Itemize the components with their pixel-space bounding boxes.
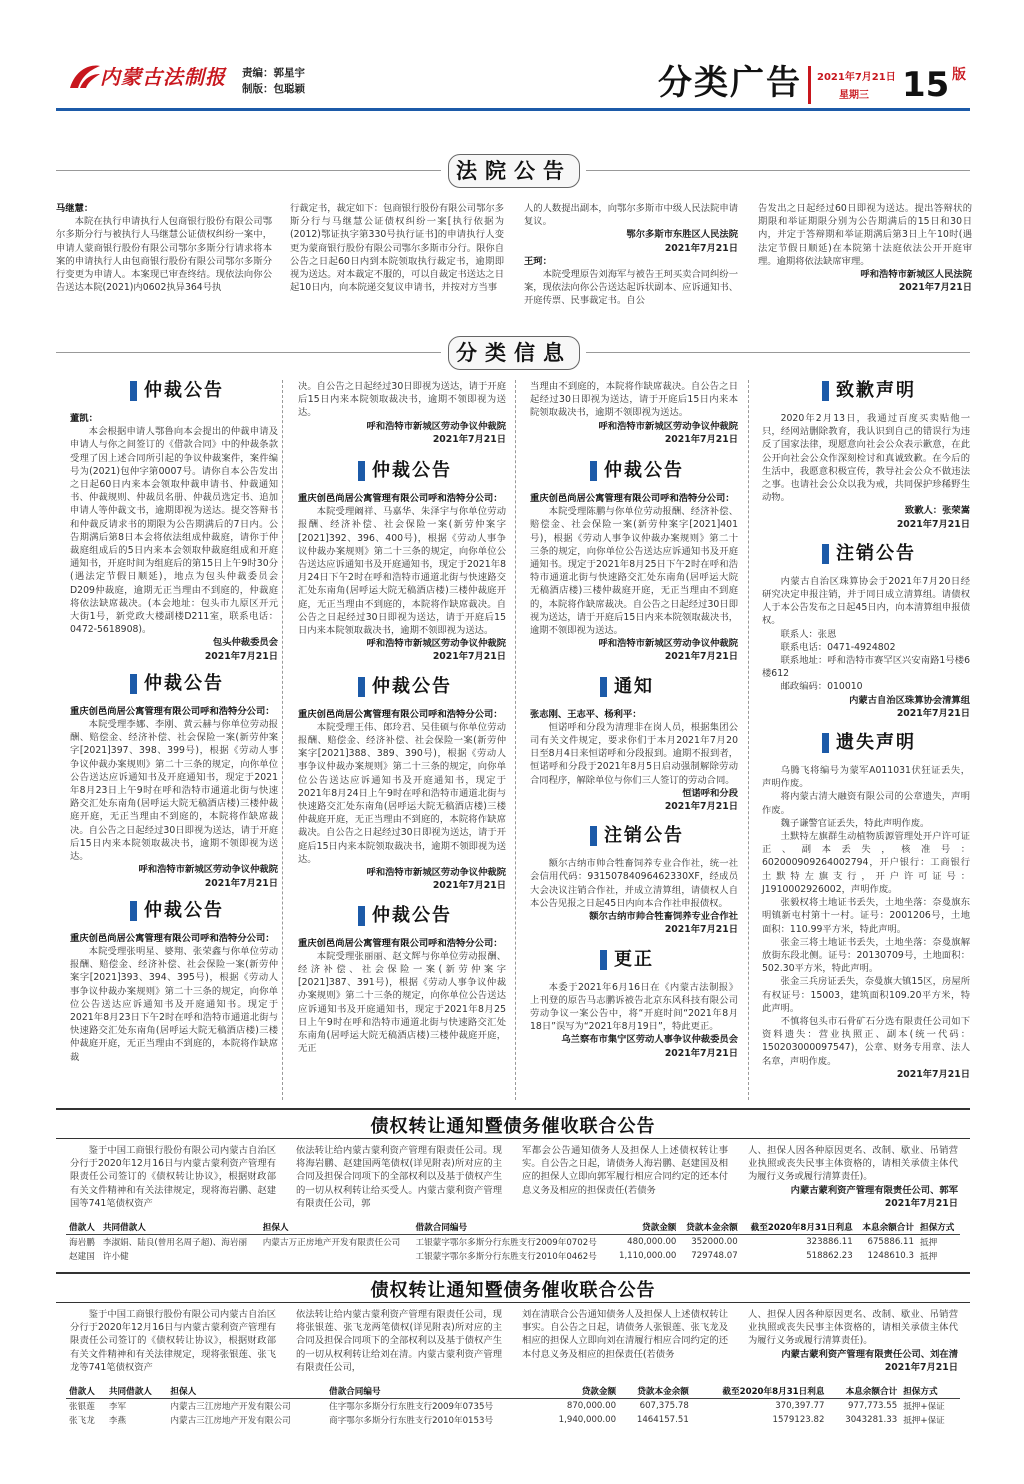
court-notice-body-cont: 告发出之日起经过60日即视为送达。提出答辩状的期限和举证期限分别为公告期满后的15日和30日内，并定于答辩期和举证期满后第3日上午10时(遇法定节假日顺延)在本院第十法庭依法公开开庭审理。逾期将依法缺席审理。	[758, 203, 972, 267]
debt-notice-body: 人、担保人因各种原因更名、改制、歇业、吊销营业执照或丧失民事主体资格的，请相关承债主体代为履行义务或履行清算责任)。	[748, 1309, 958, 1347]
header-bar-icon	[822, 381, 829, 401]
court-notice-body-cont: 行裁定书，裁定如下：包商银行股份有限公司鄂尔多斯分行与马继慧公证债权纠纷一案[执行依据为(2012)鄂证执字第330号执行证书]的申请执行人变更为蒙商银行股份有限公司鄂尔多斯市分行。限你自公告之日起60日内到本院领取执行裁定书，逾期即视为送达。对本裁定不服的，可以自裁定书送达之日起10日内，向本院递交复议申请书，并按对方当事	[290, 203, 504, 294]
header-bar-icon	[358, 906, 365, 926]
notice-signature: 呼和浩特市新城区劳动争议仲裁院	[598, 420, 738, 432]
notice-date: 2021年7月21日	[664, 651, 738, 663]
notice-signature: 包头仲裁委员会	[212, 637, 278, 649]
notice-body: 本院受理王伟、郎玲君、吴佳硕与你单位劳动报酬、赔偿金、经济补偿、社会保险一案(新劳仲案字[2021]388、389、390号)，根据《劳动人事争议仲裁办案规则》第二十三条的规定，向你单位公告送达应诉通知书及开庭通知书，现定于2021年8月24日上午9时在呼和浩特市通道北街与快速路交汇处东南角(居呼运大院无稿酒店楼)三楼仲裁庭开庭，无正当理由不到庭的，本院将作缺席裁决。自公告之日起经过30日即视为送达，请于开庭后15日内来本院领取裁决书，逾期不领即视为送达。	[298, 721, 506, 865]
notice-date: 2021年7月21日	[664, 1047, 738, 1059]
debt-notice-body: 依法转让给内蒙古蒙利资产管理有限责任公司。现将海岩鹏、赵建国两笔债权(详见附表)所对应的主合同及担保合同项下的全部权利以及基于债权产生的一切从权利转让给买受人。内蒙古蒙利资产管理有限责任公司，郭	[296, 1145, 502, 1209]
court-notice-addressee: 王珂：	[524, 255, 552, 267]
notice-signature: 呼和浩特市新城区劳动争议仲裁院	[366, 420, 506, 432]
notice-addressee: 重庆创邑尚居公寓管理有限公司呼和浩特分公司：	[298, 493, 503, 505]
table-row: 张银莲 李军 内蒙古三江房地产开发有限公司 住字鄂尔多斯分行东胜支行2009年0735号 870,000.00 607,375.78 370,397.77 977,773.55 抵押+保证	[69, 1401, 945, 1412]
header-bar-icon	[130, 901, 137, 921]
notice-date: 2021年7月21日	[432, 880, 506, 892]
lost-item-line: 张毅权将土地证书丢失，土地坐落：奈曼旗东明镇新屯村第十一村。证号：2001206号，土地面积：110.99平方米，特此声明。	[762, 897, 970, 935]
section-header: 仲裁公告	[358, 903, 508, 937]
notice-addressee: 重庆创邑尚居公寓管理有限公司呼和浩特分公司：	[530, 493, 735, 505]
notice-date: 2021年7月21日	[896, 518, 970, 530]
notice-signature: 额尔古纳市帅合牲畜饲养专业合作社	[589, 911, 738, 923]
debt-notice-signature: 内蒙古蒙利资产管理有限责任公司、郭军	[790, 1184, 958, 1196]
debt-notice-body: 依法转让给内蒙古蒙利资产管理有限责任公司，现将张银莲、张飞龙两笔债权(详见附表)所对应的主合同及担保合同项下的全部权利以及基于债权产生的一切从权利转让给刘在清。内蒙古蒙利资产管理有限责任公司，	[296, 1309, 502, 1373]
section-header: 注销公告	[822, 541, 972, 575]
logo-swoosh-icon	[66, 62, 102, 92]
classified-col1	[70, 378, 278, 1064]
notice-date: 2021年7月21日	[896, 707, 970, 719]
contact-line: 联系人：张恩	[780, 628, 837, 640]
notice-signature: 内蒙古自治区珠算协会清算组	[849, 694, 970, 706]
debt-notice-body: 鉴于中国工商银行股份有限公司内蒙古自治区分行于2020年12月16日与内蒙古蒙利资产管理有限责任公司签订的《债权转让协议》，根据财政部有关文件精神和有关法律规定，现将海岩鹏、赵建国等741笔债权资产	[70, 1145, 276, 1209]
court-notice-body-cont: 人的人数提出副本，向鄂尔多斯市中级人民法院申请复议。	[524, 203, 738, 228]
notice-addressee: 重庆创邑尚居公寓管理有限公司呼和浩特分公司：	[70, 932, 275, 944]
table-row: 海岩鹏 李淑娟、陆良(曾用名周子超)、海岩丽 内蒙古万正房地产开发有限责任公司 工银蒙字鄂尔多斯分行东胜支行2009年0702号 480,000.00 352000.00 323886.11 675886.11 抵押	[69, 1237, 938, 1248]
debt-notice-body: 人、担保人因各种原因更名、改制、歇业、吊销营业执照或丧失民事主体资格的，请相关承债主体代为履行义务或履行清算责任)。	[748, 1145, 958, 1183]
court-notice-addressee: 马继慧：	[56, 203, 94, 214]
notice-body: 本院受理李娜、李刚、黄云赫与你单位劳动报酬、赔偿金、经济补偿、社会保险一案(新劳仲案字[2021]397、398、399号)，根据《劳动人事争议仲裁办案规则》第二十三条的规定，向你单位公告送达应诉通知书及开庭通知书，现定于2021年8月23日上午9时在呼和浩特市通道北街与快速路交汇处东南角(居呼运大院无稿酒店楼)三楼仲裁庭开庭，无正当理由不到庭的，本院将作缺席裁决。自公告之日起经过30日即视为送达，请于开庭后15日内来本院领取裁决书，逾期不领即视为送达。	[70, 719, 278, 863]
header-bar-icon	[590, 461, 597, 481]
table-header-row: 借款人 共同借款人 担保人 借款合同编号 贷款金额 贷款本金余额 截至2020年8月31日利息 本息余额合计 担保方式	[66, 1220, 960, 1235]
notice-signature: 呼和浩特市新城区劳动争议仲裁院	[366, 867, 506, 879]
section-header: 致歉声明	[822, 378, 972, 412]
classified-col3	[530, 380, 738, 1060]
notice-addressee: 张志刚、王志平、杨利平：	[530, 708, 642, 720]
classified-col2	[298, 380, 506, 1055]
notice-body: 额尔古纳市帅合牲畜饲养专业合作社，统一社会信用代码：93150784096462330XF，经成员大会决议注销合作社，并成立清算组，请债权人自本公告见报之日起45日内向本合作社申报债权。	[530, 858, 738, 909]
notice-body: 本院受理张明星、婆翔、张荣鑫与你单位劳动报酬、赔偿金、经济补偿、社会保险一案(新劳仲案字[2021]393、394、395号)，根据《劳动人事争议仲裁办案规则》第二十三条的规定，向你单位公告送达应诉通知书及开庭通知书。现定于2021年8月23日下午2时在呼和浩特市通道北街与快速路交汇处东南角(居呼运大院无稿酒店楼)三楼仲裁庭开庭，无正当理由不到庭的，本院将作缺席裁	[70, 945, 278, 1063]
court-notice-col2	[290, 202, 504, 294]
section-header: 仲裁公告	[130, 378, 280, 412]
lost-item-line: 土默特左旗群生动植物质源管理处开户许可证正、副本丢失，核准号：602000909264002794，开户银行：工商银行土默特左旗支行，开户许可证号：J1910002926002，声明作废。	[762, 831, 970, 895]
court-notice-signature: 鄂尔多斯市东胜区人民法院	[626, 229, 738, 241]
court-notice-date: 2021年7月21日	[898, 282, 972, 294]
court-notice-body: 本院在执行申请执行人包商银行股份有限公司鄂尔多斯分行与被执行人马继慧公证债权纠纷一案中，申请人蒙商银行股份有限公司鄂尔多斯分行请求将本案的申请执行人由包商银行股份有限公司鄂尔多斯分行变更为申请人。本案现已审查终结。现依法向你公告送达本院(2021)内0602执异364号执	[56, 216, 272, 294]
notice-body-cont: 当理由不到庭的，本院将作缺席裁决。自公告之日起经过30日即视为送达，请于开庭后15日内来本院领取裁决书，逾期不领即视为送达。	[530, 381, 738, 419]
lost-item-line: 将内蒙古清大融资有限公司的公章遗失，声明作废。	[762, 791, 970, 816]
notice-date: 2021年7月21日	[432, 433, 506, 445]
notice-body: 本院受理张丽丽、赵文辉与你单位劳动报酬、经济补偿、社会保险一案(新劳仲案字[2021]387、391号)，根据《劳动人事争议仲裁办案规则》第二十三条的规定，向你单位公告送达应诉通知书及开庭通知书，现定于2021年8月25日上午9时在呼和浩特市通道北街与快速路交汇处东南角(居呼运大院无稿酒店楼)三楼仲裁庭开庭，无正	[298, 950, 506, 1055]
producer-credit: 制版：包聪颖	[242, 83, 305, 95]
notice-signature: 恒诺呼和分段	[682, 787, 738, 799]
debt-notice-signature: 内蒙古蒙利资产管理有限责任公司、刘在清	[781, 1348, 958, 1360]
section-header: 遗失声明	[822, 730, 972, 764]
debt-notice-title: 债权转让通知暨债务催收联合公告	[370, 1280, 656, 1301]
table-header-row: 借款人 共同借款人 担保人 借款合同编号 贷款金额 贷款本金余额 截至2020年8月31日利息 本息余额合计 担保方式	[66, 1384, 960, 1399]
court-banner-label: 法院公告	[448, 154, 580, 188]
court-notice-col4	[758, 202, 972, 294]
notice-date: 2021年7月21日	[204, 877, 278, 889]
table-row: 赵建国 许小健 工银蒙字鄂尔多斯分行东胜支行2010年0462号 1,110,000.00 729748.07 518862.23 1248610.3 抵押	[69, 1251, 938, 1262]
notice-date: 2021年7月21日	[664, 924, 738, 936]
notice-addressee: 重庆创邑尚居公寓管理有限公司呼和浩特分公司：	[298, 708, 503, 720]
column-divider	[515, 380, 516, 1100]
section-header: 更正	[600, 947, 720, 981]
debt-notice-title: 债权转让通知暨债务催收联合公告	[370, 1116, 656, 1137]
classified-banner-label: 分类信息	[448, 336, 580, 370]
court-notice-date: 2021年7月21日	[664, 242, 738, 254]
header-bar-icon	[600, 950, 607, 970]
notice-date: 2021年7月21日	[204, 650, 278, 662]
classified-col4	[762, 378, 970, 1081]
notice-signature: 呼和浩特市新城区劳动争议仲裁院	[138, 864, 278, 876]
notice-date: 2021年7月21日	[664, 433, 738, 445]
debt-notice-date: 2021年7月21日	[884, 1361, 958, 1373]
header-bar-icon	[130, 674, 137, 694]
notice-signature: 致歉人：张荣嵩	[904, 505, 970, 517]
notice-body: 本院受理阚祥、马嘉华、朱泽宇与你单位劳动报酬、经济补偿、社会保险一案(新劳仲案字[2021]392、396、400号)，根据《劳动人事争议仲裁办案规则》第二十三条的规定，向你单位公告送达应诉通知书及开庭通知书，现定于2021年8月24日下午2时在呼和浩特市通道北街与快速路交汇处东南角(居呼运大院无稿酒店楼)三楼仲裁庭开庭，无正当理由不到庭的，本院将作缺席裁决。自公告之日起经过30日即视为送达，请于开庭后15日内来本院领取裁决书，逾期不领即视为送达。	[298, 506, 506, 637]
column-divider	[282, 380, 283, 1100]
masthead-rule	[56, 108, 970, 111]
notice-body: 本委于2021年6月16日在《内蒙古法制报》上刊登的原告马志鹏诉被告北京东风科技有限公司劳动争议一案公告中，将“开庭时间“2021年8月18日”误写为“2021年8月19日”，特此更正。	[530, 981, 738, 1033]
court-notice-col1	[56, 202, 272, 294]
column-divider	[748, 380, 749, 1100]
notice-body-cont: 决。自公告之日起经过30日即视为送达，请于开庭后15日内来本院领取裁决书，逾期不领即视为送达。	[298, 381, 506, 419]
notice-body: 恒诺呼和分段为清理非在岗人员，根据集团公司有关文件规定，要求你们于本月2021年7月20日至8月4日来恒诺呼和分段报到。逾期不报到者，恒诺呼和分段于2021年8月5日启动强制解除劳动合同程序，解除单位与你们三人签订的劳动合同。	[530, 721, 738, 786]
section-title: 分类广告	[658, 63, 802, 103]
notice-date: 2021年7月21日	[664, 801, 738, 813]
classified-banner	[56, 332, 970, 372]
contact-line: 邮政编码：010010	[780, 681, 863, 693]
notice-signature: 呼和浩特市新城区劳动争议仲裁院	[366, 638, 506, 650]
header-bar-icon	[130, 381, 137, 401]
court-notice-body: 本院受理原告刘海军与被告王珂买卖合同纠纷一案，现依法向你公告送达起诉状副本、应诉通知书、开庭传票、民事裁定书。自公	[524, 269, 738, 307]
court-notice-signature: 呼和浩特市新城区人民法院	[860, 269, 972, 281]
table-row: 张飞龙 李燕 内蒙古三江房地产开发有限公司 商字鄂尔多斯分行东胜支行2010年0153号 1,940,000.00 1464157.51 1579123.82 3043281.33 抵押+保证	[69, 1415, 945, 1426]
header-bar-icon	[358, 677, 365, 697]
debt-notice-body: 鉴于中国工商银行股份有限公司内蒙古自治区分行于2020年12月16日与内蒙古蒙利资产管理有限责任公司签订的《债权转让协议》，根据财政部有关文件精神和有关法律规定，现将张银莲、张飞龙等741笔债权资产	[70, 1309, 276, 1373]
header-bar-icon	[822, 544, 829, 564]
notice-addressee: 重庆创邑尚居公寓管理有限公司呼和浩特分公司：	[70, 705, 275, 717]
notice-signature: 呼和浩特市新城区劳动争议仲裁院	[598, 638, 738, 650]
lost-item-line: 张金三将土地证书丢失，土地坐落：奈曼旗解放街东段北侧。证号：20130709号，土地面积：502.30平方米，特此声明。	[762, 936, 970, 975]
lost-item-line: 乌腾飞将编号为蒙军A011031伏狂证丢失，声明作废。	[762, 765, 970, 790]
notice-body: 2020年2月13日，我通过百度买卖贴他一只，经网站删除教育，我认识到自己的错误行为违反了国家法律，现愿意向社会公众表示歉意，在此公开向社会公众作深刻检讨和真诚致歉。在今后的生活中，我愿意积极宣传，教导社会公众不做违法之事。也请社会公众以我为戒，共同保护珍稀野生动物。	[762, 413, 970, 504]
lost-item-line: 魏子谦警官证丢失，特此声明作废。	[780, 817, 930, 829]
debt-notice-body: 刘在清联合公告通知债务人及担保人上述债权转让事实。自公告之日起，请债务人张银莲、张飞龙及相应的担保人立即向刘在清履行相应合同约定的还本付息义务及相应的担保责任(若债务	[522, 1309, 728, 1360]
notice-date: 2021年7月21日	[896, 1068, 970, 1080]
lost-item-line: 不慎将包头市石骨矿石分选有限责任公司如下资料遗失：营业执照正、副本(统一代码：150203000097547)，公章、财务专用章、法人名章，声明作废。	[762, 1015, 970, 1067]
issue-date: 2021年7月21日	[817, 72, 896, 83]
newspaper-logo	[66, 62, 226, 92]
lost-item-line: 张金三兵房证丢失，奈曼旗大镇15区，房屋所有权证号：15003，建筑面积109.20平方米，特此声明。	[762, 976, 970, 1014]
section-header: 通知	[600, 674, 720, 708]
debt-notice-body: 军都会公告通知债务人及担保人上述债权转让事实。自公告之日起，请债务人海岩鹏、赵建国及相应的担保人立即向郭军履行相应合同约定的还本付息义务及相应的担保责任(若债务	[522, 1145, 728, 1196]
section-header: 仲裁公告	[590, 458, 740, 492]
notice-body: 内蒙古自治区珠算协会于2021年7月20日经研究决定申报注销，并于同日成立清算组。请债权人于本公告发布之日起45日内，向本清算组申报债权。	[762, 575, 970, 627]
issue-date-box	[808, 66, 903, 104]
notice-addressee: 董凯：	[70, 413, 98, 424]
court-notice-col3	[524, 202, 738, 308]
page-unit: 版	[952, 67, 966, 83]
page-number: 15	[902, 65, 950, 105]
notice-signature: 乌兰察布市集宁区劳动人事争议仲裁委员会	[561, 1034, 738, 1046]
debt-table-1	[66, 1220, 960, 1263]
debt-notice-2	[56, 1272, 970, 1432]
page-number-box	[900, 64, 966, 106]
notice-body: 本会根据申请人鄂鲁向本会提出的仲裁申请及申请人与你之间签订的《借款合同》中的仲裁条款受理了因上述合同所引起的争议仲裁案件，案件编号为(2021)包仲字第0007号。请你自本公告发出之日起60日内来本会领取仲裁申请书、仲裁通知书、仲裁规则、仲裁员名册、仲裁员选定书、追加申请人等仲裁文书，逾期即视为送达。提交答辩书和仲裁反请求书的期限为公告期满后的7日内。公告期满后第8日本会将依法组成仲裁庭，请你于仲裁庭组成后的5日内来本会领取仲裁庭组成和开庭通知书，开庭时间为组庭后的第15日上午9时30分(遇法定节假日顺延)，地点为包头仲裁委员会D209仲裁庭，逾期无正当理由不到庭的，仲裁庭将依法缺席裁决。(本会地址：包头市九原区开元大街1号，新党政大楼副楼D211室，联系电话：0472-5618908)。	[70, 426, 278, 636]
header-bar-icon	[600, 677, 607, 697]
issue-weekday: 星期三	[839, 90, 869, 101]
header-bar-icon	[822, 733, 829, 753]
section-header: 仲裁公告	[130, 671, 280, 705]
editor-credit: 责编：郭星宇	[242, 67, 305, 79]
logo-text: 内蒙古法制报	[100, 65, 226, 89]
section-header: 注销公告	[590, 823, 740, 857]
debt-notice-date: 2021年7月21日	[884, 1197, 958, 1209]
masthead	[0, 0, 1024, 120]
court-banner	[56, 150, 970, 190]
section-header: 仲裁公告	[358, 458, 508, 492]
header-bar-icon	[590, 826, 597, 846]
section-header: 仲裁公告	[358, 674, 508, 708]
contact-line: 联系地址：呼和浩特市赛罕区兴安南路1号楼6楼612	[762, 655, 970, 680]
header-bar-icon	[358, 461, 365, 481]
debt-notice-1	[56, 1108, 970, 1266]
section-header: 仲裁公告	[130, 898, 280, 932]
notice-addressee: 重庆创邑尚居公寓管理有限公司呼和浩特分公司：	[298, 937, 503, 949]
debt-table-2	[66, 1384, 960, 1427]
notice-body: 本院受理陈鹏与你单位劳动报酬、经济补偿、赔偿金、社会保险一案(新劳仲案字[2021]401号)，根据《劳动人事争议仲裁办案规则》第二十三条的规定，向你单位公告送达应诉通知书及开庭通知书。现定于2021年8月25日下午2时在呼和浩特市通道北街与快速路交汇处东南角(居呼运大院无稿酒店楼)三楼仲裁庭开庭，无正当理由不到庭的，本院将作缺席裁决。自公告之日起经过30日即视为送达，请于开庭后15日内来本院领取裁决书，逾期不领即视为送达。	[530, 506, 738, 637]
contact-line: 联系电话：0471-4924802	[780, 641, 896, 653]
notice-date: 2021年7月21日	[432, 651, 506, 663]
